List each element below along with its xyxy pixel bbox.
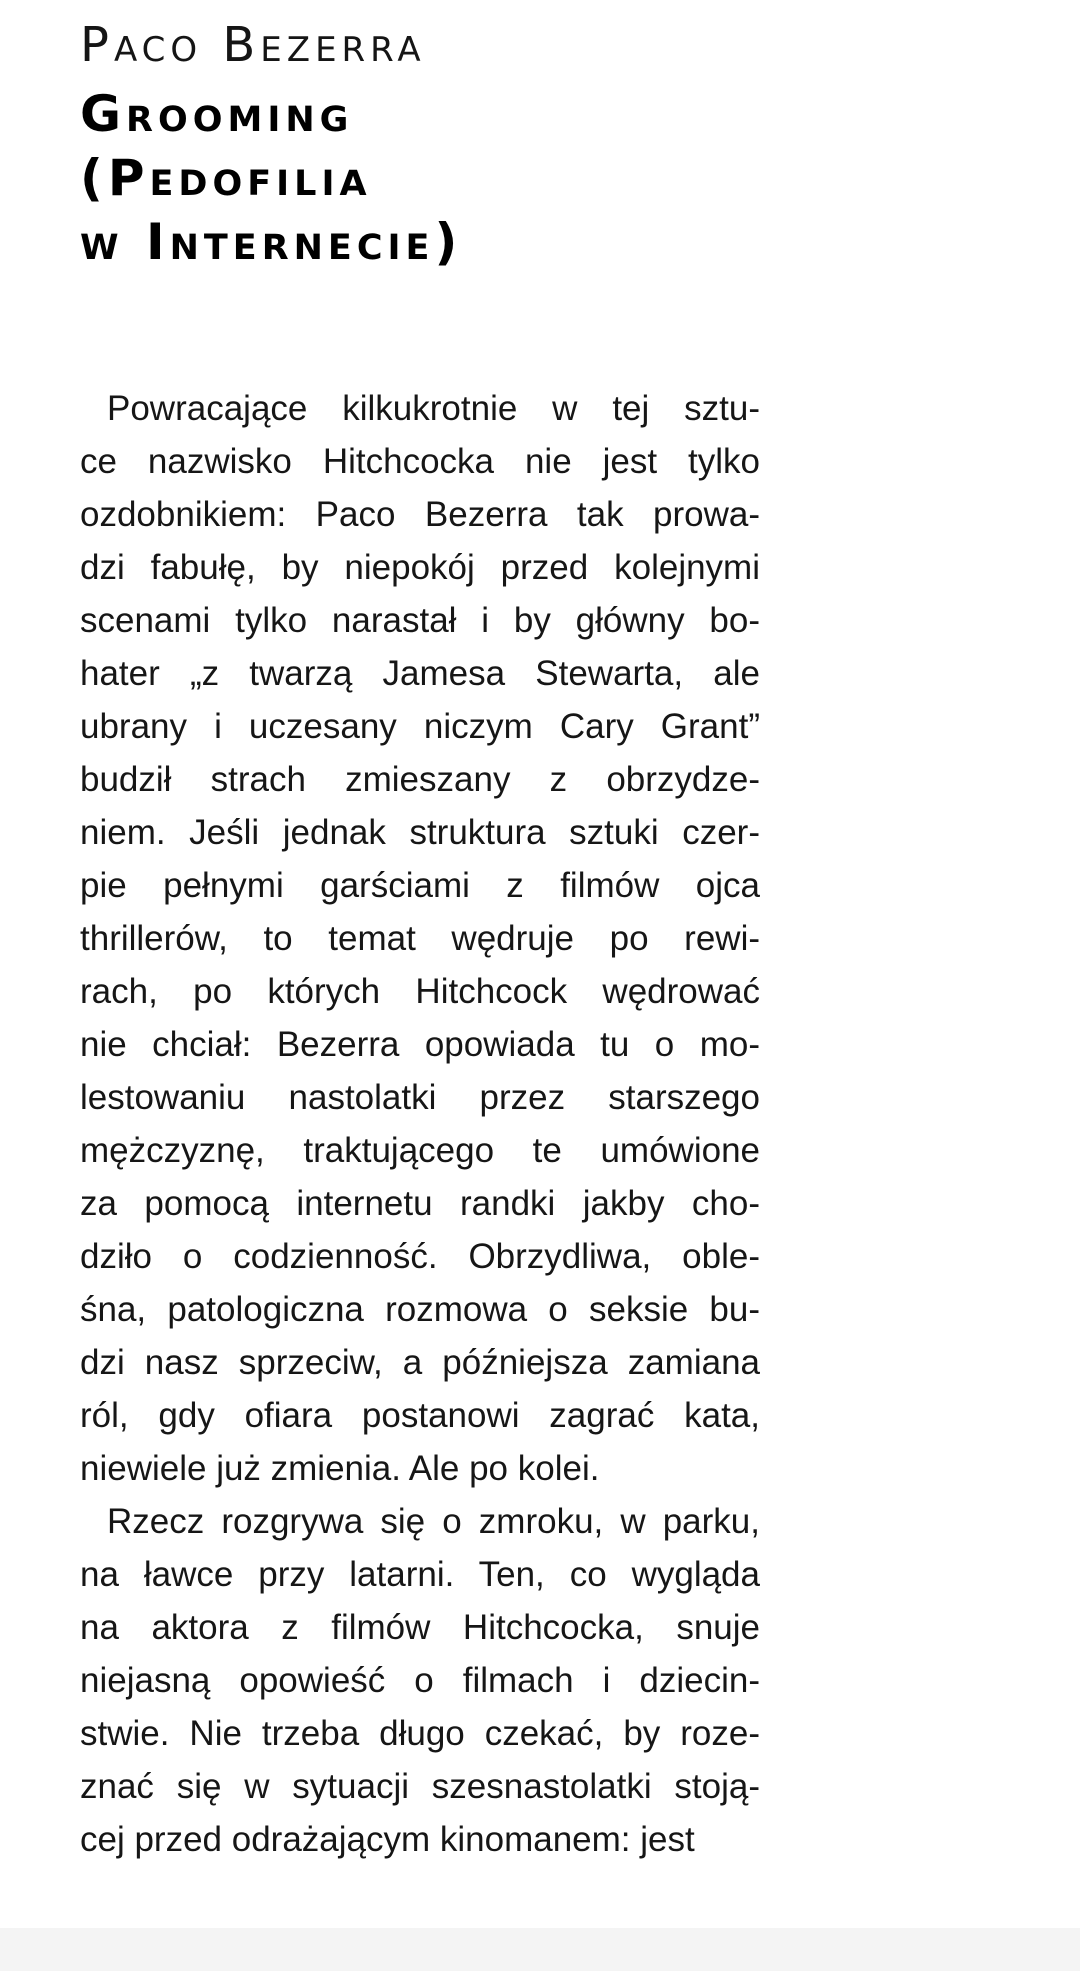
text-line: Rzecz rozgrywa się o zmroku, w parku, [107, 1502, 760, 1541]
text-line: na aktora z filmów Hitchcocka, snuje [80, 1608, 760, 1647]
text-line: dziło o codzienność. Obrzydliwa, oble- [80, 1237, 760, 1276]
title-line: Grooming [80, 85, 354, 143]
body-paragraph [80, 1495, 760, 1866]
title-line: w Internecie) [80, 213, 463, 271]
text-line: niem. Jeśli jednak struktura sztuki czer- [80, 813, 760, 852]
text-line: śna, patologiczna rozmowa o seksie bu- [80, 1290, 760, 1329]
text-line: dzi nasz sprzeciw, a późniejsza zamiana [80, 1343, 760, 1382]
body-paragraph [80, 382, 760, 1495]
text-line: nie chciał: Bezerra opowiada tu o mo- [80, 1025, 760, 1064]
text-line: niewiele już zmienia. Ale po kolei. [80, 1449, 600, 1488]
bottom-bar [0, 1928, 1080, 1971]
text-line: lestowaniu nastolatki przez starszego [80, 1078, 760, 1117]
text-line: znać się w sytuacji szesnastolatki stoją- [80, 1767, 760, 1806]
author-name: Paco Bezerra [80, 17, 426, 73]
text-line: scenami tylko narastał i by główny bo- [80, 601, 760, 640]
text-line: pie pełnymi garściami z filmów ojca [80, 866, 760, 905]
text-line: ozdobnikiem: Paco Bezerra tak prowa- [80, 495, 760, 534]
text-line: dzi fabułę, by niepokój przed kolejnymi [80, 548, 760, 587]
text-line: ról, gdy ofiara postanowi zagrać kata, [80, 1396, 760, 1435]
title-line: (Pedofilia [80, 149, 372, 207]
text-line: ubrany i uczesany niczym Cary Grant” [80, 707, 760, 746]
text-line: niejasną opowieść o filmach i dziecin- [80, 1661, 760, 1700]
text-line: ce nazwisko Hitchcocka nie jest tylko [80, 442, 760, 481]
text-line: rach, po których Hitchcock wędrować [80, 972, 760, 1011]
text-line: hater „z twarzą Jamesa Stewarta, ale [80, 654, 760, 693]
text-line: Powracające kilkukrotnie w tej sztu- [107, 389, 760, 428]
text-line: cej przed odrażającym kinomanem: jest [80, 1820, 695, 1859]
text-line: budził strach zmieszany z obrzydze- [80, 760, 760, 799]
text-line: na ławce przy latarni. Ten, co wygląda [80, 1555, 760, 1594]
play-title [80, 82, 462, 274]
text-line: stwie. Nie trzeba długo czekać, by roze- [80, 1714, 760, 1753]
text-line: za pomocą internetu randki jakby cho- [80, 1184, 760, 1223]
text-line: mężczyznę, traktującego te umówione [80, 1131, 760, 1170]
article-body [80, 382, 760, 1866]
text-line: thrillerów, to temat wędruje po rewi- [80, 919, 760, 958]
